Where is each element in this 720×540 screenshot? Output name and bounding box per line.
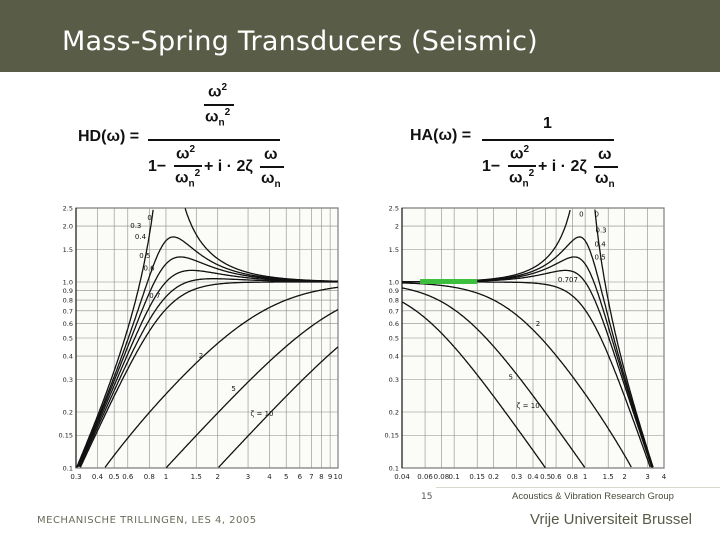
curve-label: 2 (198, 352, 204, 361)
y-tick-label: 0.6 (62, 319, 73, 328)
formula-d-num-omegan: $\omega_n^2$ (205, 107, 231, 129)
x-tick-label: 0.1 (448, 473, 460, 481)
y-tick-label: 0.15 (58, 431, 73, 440)
formula-a-den-line1 (508, 165, 536, 167)
formula-d-den-omegan: $\omega_n^2$ (175, 168, 201, 190)
y-tick-label: 0.9 (388, 287, 399, 296)
x-tick-label: 0.08 (433, 473, 450, 481)
y-tick-label: 0.7 (62, 307, 73, 316)
y-tick-label: 1.5 (388, 245, 399, 254)
y-tick-label: 0.2 (62, 408, 73, 417)
title-bar (0, 0, 720, 72)
formula-d-den-wn: $\omega_n$ (261, 170, 281, 191)
y-tick-label: 0.5 (388, 334, 399, 343)
x-tick-label: 1.5 (190, 473, 202, 481)
y-tick-label: 2.5 (388, 204, 399, 213)
course-label: MECHANISCHE TRILLINGEN, LES 4, 2005 (37, 515, 257, 526)
x-tick-label: 0.3 (70, 473, 82, 481)
x-tick-label: 0.3 (511, 473, 523, 481)
formula-a-den-i2z: + i · 2ζ (538, 158, 587, 175)
y-tick-label: 0.2 (388, 408, 399, 417)
x-tick-label: 0.2 (487, 473, 500, 481)
formula-d-den-line2 (260, 166, 284, 168)
formula-a-den-w: ω (598, 146, 612, 163)
formula-a-lhs: HA(ω) = (410, 127, 472, 144)
curve-label: 0.5 (594, 253, 606, 262)
curve-label: 0.3 (595, 226, 607, 235)
footer-divider (436, 487, 720, 488)
curve-label: 0.4 (134, 233, 147, 242)
y-tick-label: 0.9 (62, 287, 73, 296)
y-tick-label: 0.3 (388, 375, 399, 384)
y-tick-label: 0.7 (388, 307, 399, 316)
formula-a-numerator: 1 (543, 115, 552, 132)
y-tick-label: 0.3 (62, 375, 73, 384)
formula-d-num-line (204, 104, 234, 106)
x-tick-label: 10 (333, 473, 342, 481)
formula-d-main-line (148, 139, 280, 141)
y-tick-label: 1.0 (388, 278, 399, 287)
formula-d-den-w: ω (264, 146, 278, 163)
curve-label: ζ = 10 (250, 410, 274, 419)
formula-a-den-line2 (594, 166, 618, 168)
curve-label: 0.6 (143, 264, 155, 273)
slide-number: 15 (421, 492, 433, 502)
x-tick-label: 0.15 (469, 473, 485, 481)
formula-a-den-one: 1− (482, 158, 501, 175)
curve-label: 0.5 (139, 251, 151, 260)
x-tick-label: 8 (319, 473, 324, 481)
formula-d-den-omega: $\omega^2$ (176, 144, 196, 163)
curve-label: 0.4 (594, 240, 606, 249)
y-tick-label: 2.0 (62, 222, 73, 231)
y-tick-label: 2.5 (62, 204, 73, 213)
formula-acceleration (410, 115, 640, 195)
x-tick-label: 0.5 (108, 473, 120, 481)
x-tick-label: 4 (267, 473, 272, 481)
university-label: Vrije Universiteit Brussel (530, 511, 692, 528)
y-tick-label: 1.5 (62, 245, 73, 254)
y-tick-label: 2 (394, 222, 399, 231)
formula-d-den-line1 (174, 165, 202, 167)
y-tick-label: 0.4 (388, 352, 399, 361)
y-tick-label: 0.5 (62, 334, 73, 343)
y-tick-label: 0.6 (388, 319, 399, 328)
x-tick-label: 0.4 (91, 473, 104, 481)
x-tick-label: 0.8 (566, 473, 579, 481)
curve-label: 0 (147, 214, 152, 223)
x-tick-label: 2 (215, 473, 220, 481)
y-tick-label: 0.1 (388, 464, 399, 473)
x-tick-label: 0.4 (527, 473, 539, 481)
curve-label: 0.7 (149, 292, 161, 301)
formula-a-den-omegan: $\omega_n^2$ (509, 168, 535, 190)
curve-label: 2 (535, 320, 541, 329)
curve-label: ζ = 10 (516, 402, 540, 411)
curve-label: 0.707 (557, 276, 578, 285)
x-tick-label: 0.04 (394, 473, 410, 481)
y-tick-label: 0.1 (62, 464, 73, 473)
x-tick-label: 1 (163, 473, 169, 481)
y-tick-label: 1.0 (62, 278, 73, 287)
highlight-bar (420, 279, 477, 284)
x-tick-label: 7 (309, 473, 314, 481)
x-tick-label: 3 (645, 473, 650, 481)
formula-d-den-one: 1− (148, 158, 167, 175)
curve-label: 5 (508, 373, 513, 382)
acceleration-response-chart (378, 200, 668, 490)
formula-a-den-omega: $\omega^2$ (510, 144, 530, 163)
displacement-chart-svg (52, 200, 342, 490)
x-tick-label: 0.8 (143, 473, 155, 481)
formula-a-main-line (482, 139, 614, 141)
formula-d-den-i2z: + i · 2ζ (204, 158, 253, 175)
formula-a-den-wn: $\omega_n$ (595, 170, 615, 191)
curve-label: 5 (231, 384, 236, 393)
formula-displacement (78, 82, 308, 197)
formula-d-num-omega: $\omega^2$ (208, 82, 228, 101)
curve-label: 0.3 (130, 222, 142, 231)
y-tick-label: 0.8 (388, 296, 399, 305)
x-tick-label: 9 (327, 473, 333, 481)
displacement-response-chart (52, 200, 342, 490)
y-tick-label: 0.4 (62, 352, 73, 361)
formula-d-lhs: HD(ω) = (78, 128, 140, 145)
curve-label: 0 (579, 210, 584, 219)
x-tick-label: 1.5 (602, 473, 614, 481)
x-tick-label: 0.6 (122, 473, 134, 481)
x-tick-label: 0.6 (550, 473, 562, 481)
y-tick-label: 0.8 (62, 296, 73, 305)
y-tick-label: 0.15 (384, 431, 399, 440)
x-tick-label: 2 (622, 473, 627, 481)
x-tick-label: 3 (245, 473, 251, 481)
x-tick-label: 5 (283, 473, 289, 481)
x-tick-label: 6 (297, 473, 303, 481)
x-tick-label: 4 (661, 473, 667, 481)
curve-label: 0 (594, 210, 600, 219)
x-tick-label: 1 (582, 473, 588, 481)
research-group-label: Acoustics & Vibration Research Group (512, 491, 674, 502)
slide-title: Mass-Spring Transducers (Seismic) (62, 26, 538, 57)
x-tick-label: 0.06 (417, 473, 433, 481)
x-tick-label: 0.5 (540, 473, 552, 481)
acceleration-chart-svg (378, 200, 668, 490)
